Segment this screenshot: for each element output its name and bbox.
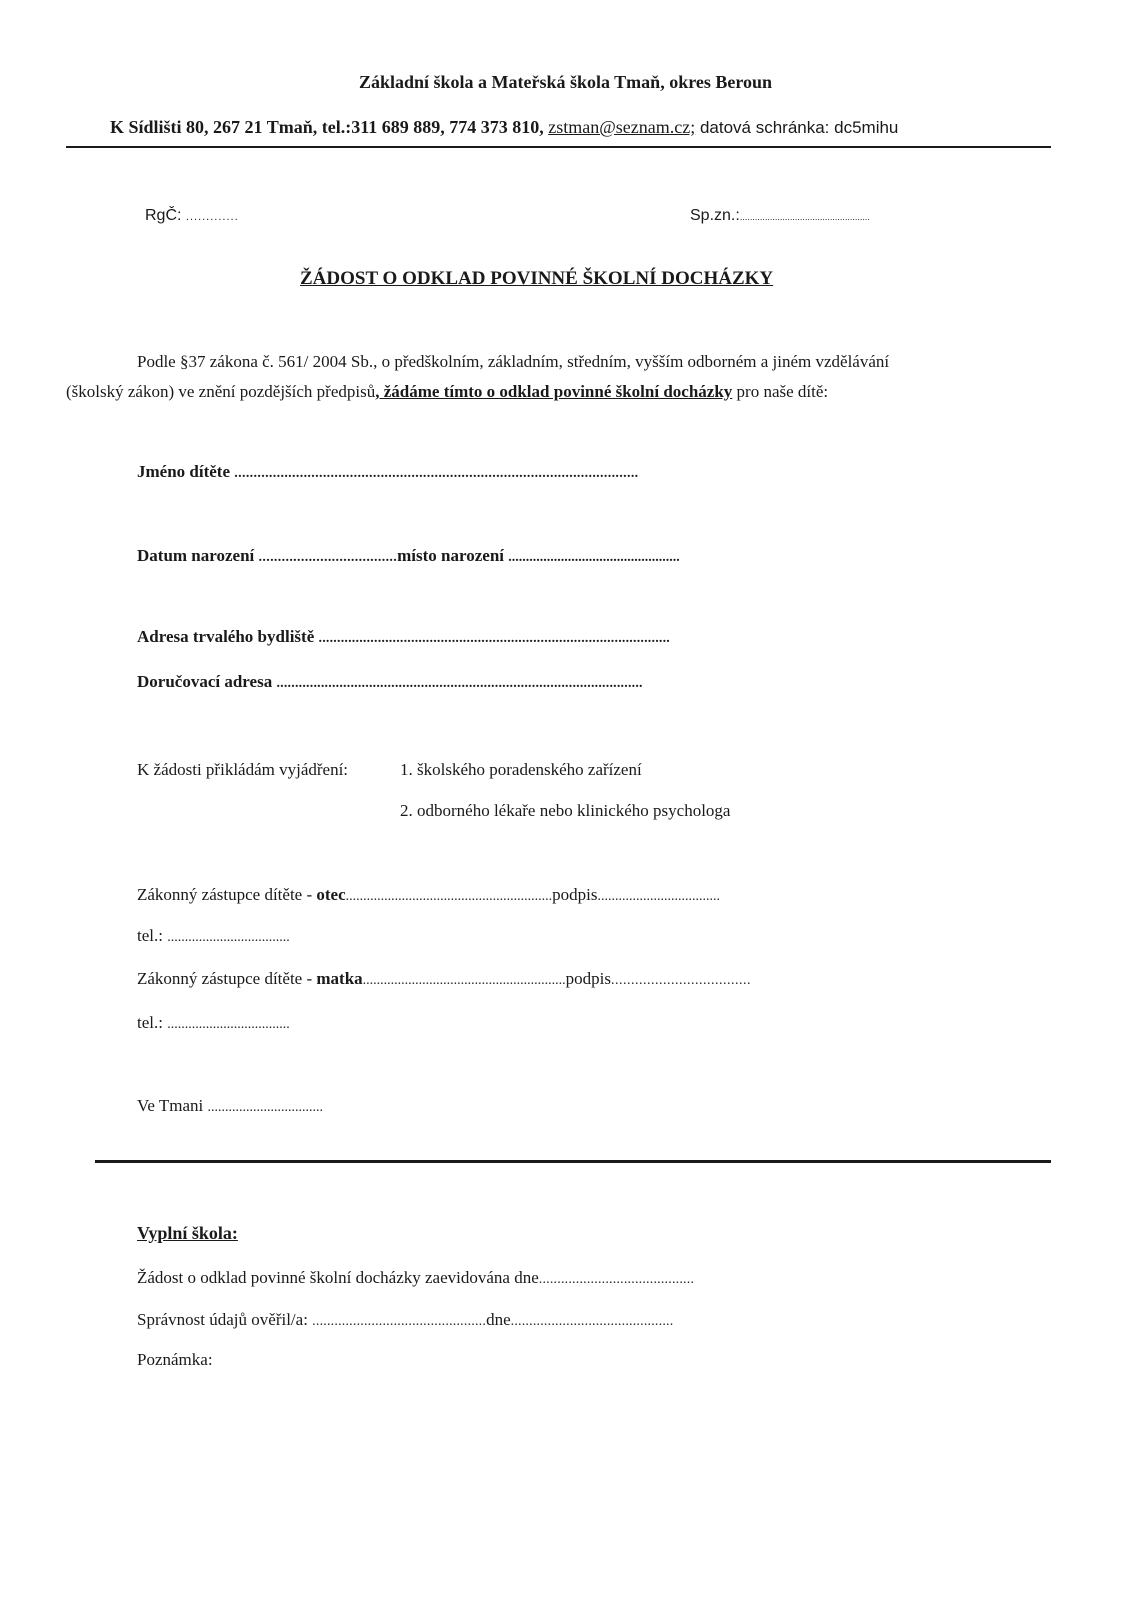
date-dots[interactable]: ............................................ xyxy=(510,1314,674,1329)
residence-label: Adresa trvalého bydliště xyxy=(137,627,315,646)
school-section-heading: Vyplní škola: xyxy=(137,1223,238,1243)
birth-date-label: Datum narození xyxy=(137,546,255,565)
birth-field xyxy=(137,546,680,566)
attachment-item-2: 2. odborného lékaře nebo klinického psychologa xyxy=(400,801,731,820)
mother-dots[interactable]: .......................................................... xyxy=(362,973,566,988)
child-name-field xyxy=(137,462,639,482)
mother-field xyxy=(137,969,751,989)
note-label: Poznámka: xyxy=(137,1350,213,1369)
mother-tel-label: tel.: xyxy=(137,1013,163,1032)
intro-line-2-start: (školský zákon) ve znění pozdějších předpisů xyxy=(66,382,376,401)
school-address-line xyxy=(110,117,898,138)
verified-label: Správnost údajů ověřil/a: xyxy=(137,1310,308,1329)
mother-sign-dots[interactable]: ................................... xyxy=(611,973,751,988)
spzn-dots[interactable]: .................................................... xyxy=(739,212,870,222)
child-name-label: Jméno dítěte xyxy=(137,462,231,481)
date-label: dne xyxy=(486,1310,511,1329)
father-tel-label: tel.: xyxy=(137,926,163,945)
residence-field xyxy=(137,627,670,647)
residence-dots[interactable]: ............................................................................................... xyxy=(318,631,670,646)
birth-place-dots[interactable]: ................................................. xyxy=(508,550,680,565)
rgc-dots[interactable]: ............. xyxy=(185,211,239,223)
header-rule xyxy=(66,146,1051,148)
birth-date-dots[interactable]: .................................... xyxy=(258,550,398,565)
place-label: Ve Tmani xyxy=(137,1096,204,1115)
father-tel-field xyxy=(137,926,290,946)
intro-line-1: Podle §37 zákona č. 561/ 2004 Sb., o předškolním, základním, středním, vyšším odborném a jiném vzdělávání xyxy=(137,352,890,371)
registered-dots[interactable]: .......................................... xyxy=(538,1272,695,1287)
document-title: ŽÁDOST O ODKLAD POVINNÉ ŠKOLNÍ DOCHÁZKY xyxy=(300,268,774,289)
place-dots[interactable]: ................................. xyxy=(207,1100,324,1115)
email-link[interactable]: zstman@seznam.cz; xyxy=(548,117,696,137)
mother-tel-dots[interactable]: ................................... xyxy=(167,1017,290,1032)
spzn-label: Sp.zn.: xyxy=(690,207,740,224)
databox: datová schránka: dc5mihu xyxy=(695,118,899,137)
delivery-dots[interactable]: ................................................................................................... xyxy=(276,676,643,691)
father-tel-dots[interactable]: ................................... xyxy=(167,930,290,945)
verified-field xyxy=(137,1310,673,1330)
father-role: otec xyxy=(316,885,346,904)
father-sign-label: podpis xyxy=(552,885,598,904)
attachments-intro xyxy=(137,760,348,780)
rgc-field xyxy=(145,207,239,225)
father-dots[interactable]: ........................................................... xyxy=(345,889,553,904)
registered-field xyxy=(137,1268,694,1288)
father-sign-dots[interactable]: ................................... xyxy=(597,889,720,904)
mother-label: Zákonný zástupce dítěte - xyxy=(137,969,317,988)
rgc-label: RgČ: xyxy=(145,207,182,224)
intro-line-2 xyxy=(66,382,828,402)
spzn-field xyxy=(690,207,870,225)
place-field xyxy=(137,1096,323,1116)
address-phone: K Sídlišti 80, 267 21 Tmaň, tel.:311 689 889, 774 373 810, xyxy=(110,117,549,137)
section-divider xyxy=(95,1160,1051,1163)
attachments-label: K žádosti přikládám vyjádření: xyxy=(137,760,349,779)
delivery-field xyxy=(137,672,643,692)
mother-tel-field xyxy=(137,1013,290,1033)
child-name-dots[interactable]: ......................................................................................................... xyxy=(234,466,639,481)
delivery-label: Doručovací adresa xyxy=(137,672,273,691)
father-field xyxy=(137,885,720,905)
attachment-item-1: 1. školského poradenského zařízení xyxy=(400,760,642,779)
verified-dots[interactable]: ............................................... xyxy=(312,1314,487,1329)
intro-request-bold: , žádáme tímto o odklad povinné školní docházky xyxy=(375,382,733,401)
mother-role: matka xyxy=(316,969,363,988)
birth-place-label: místo narození xyxy=(397,546,504,565)
mother-sign-label: podpis xyxy=(565,969,611,988)
registered-label: Žádost o odklad povinné školní docházky zaevidována dne xyxy=(137,1268,539,1287)
school-name: Základní škola a Mateřská škola Tmaň, okres Beroun xyxy=(358,72,773,92)
father-label: Zákonný zástupce dítěte - xyxy=(137,885,317,904)
intro-line-2-end: pro naše dítě: xyxy=(732,382,829,401)
